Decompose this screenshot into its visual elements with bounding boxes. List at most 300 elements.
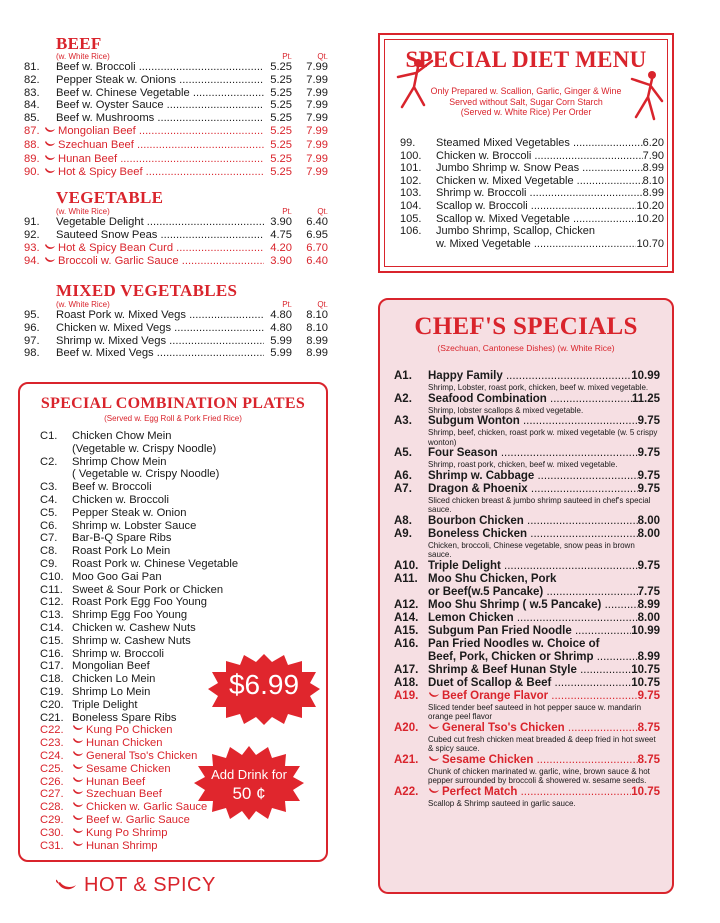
chef-item <box>394 625 660 638</box>
chili-icon <box>56 879 78 893</box>
combo-name: General Tso's Chicken <box>86 749 198 762</box>
chili-icon <box>72 788 84 801</box>
combo-number: C9. <box>40 557 58 570</box>
item-price-pint: 3.90 <box>270 255 292 268</box>
menu-item-row <box>24 166 328 180</box>
chef-name: Boneless Chicken ..... <box>428 528 638 541</box>
item-price-pint: 5.25 <box>270 124 292 137</box>
item-price-pint: 3.90 <box>270 216 292 228</box>
combo-name: ( Vegetable w. Crispy Noodle) <box>72 468 220 481</box>
combo-name: Chicken w. Broccoli <box>72 493 169 506</box>
chef-number: A15. <box>394 624 419 637</box>
combo-number: C14. <box>40 621 64 634</box>
chef-price: 10.99 <box>631 624 660 637</box>
item-price-quart: 7.99 <box>306 99 328 112</box>
chef-name: Beef Orange Flavor ..... <box>442 690 638 703</box>
combo-item <box>40 622 330 635</box>
chef-price: 11.25 <box>631 392 660 405</box>
item-price-pint: 5.25 <box>270 73 292 86</box>
menu-item-row <box>24 309 328 322</box>
combo-number: C27. <box>40 788 64 801</box>
chef-name: Duet of Scallop & Beef ..... <box>428 677 631 690</box>
chili-icon <box>44 140 56 153</box>
chef-item <box>394 612 660 625</box>
item-number: 87. <box>24 124 40 137</box>
combo-number: C13. <box>40 609 64 622</box>
chef-number: A22. <box>394 785 419 798</box>
chili-icon <box>72 776 84 789</box>
chef-price: 10.75 <box>631 785 660 798</box>
chef-subtitle: (Szechuan, Cantonese Dishes) (w. White Rice) <box>437 343 615 353</box>
combo-name: Roast Pork Egg Foo Young <box>72 596 207 609</box>
combo-number: C31. <box>40 839 64 852</box>
combo-item <box>40 468 330 481</box>
chef-title: CHEF'S SPECIALS <box>414 313 638 340</box>
combo-name: Chicken w. Garlic Sauce <box>86 801 208 814</box>
combo-number: C2. <box>40 455 58 468</box>
menu-item-row <box>24 347 328 360</box>
drink-burst <box>192 744 306 822</box>
chili-icon <box>72 750 84 763</box>
chef-number <box>394 586 428 599</box>
chef-item <box>394 447 660 460</box>
combo-number: C30. <box>40 826 64 839</box>
chef-description: Shrimp, lobster scallops & mixed vegetable. <box>428 405 584 415</box>
item-price-quart: 6.95 <box>306 228 328 241</box>
combo-name: Shrimp w. Cashew Nuts <box>72 634 191 647</box>
chef-price: 8.99 <box>637 650 660 663</box>
combo-name: Shrimp Egg Foo Young <box>72 609 188 622</box>
combo-item <box>40 596 330 609</box>
combo-number: C20. <box>40 698 64 711</box>
item-number: 90. <box>24 166 40 179</box>
chef-price: 9.75 <box>637 415 660 427</box>
chili-icon <box>428 786 440 799</box>
chili-icon <box>72 814 84 827</box>
mixed-list <box>24 309 328 360</box>
chef-number: A6. <box>394 469 412 482</box>
combo-item <box>40 545 330 558</box>
chef-description: Chicken, broccoli, Chinese vegetable, snow peas in brown sauce. <box>428 540 635 559</box>
chef-price: 8.75 <box>637 753 660 766</box>
item-name: Hunan Beef ..... <box>58 153 264 166</box>
item-name: Chicken w. Mixed Vegs ..... <box>56 322 264 335</box>
combo-item <box>40 558 330 571</box>
item-name: Vegetable Delight ..... <box>56 216 264 229</box>
chef-number: A3. <box>394 415 412 427</box>
item-name: Broccoli w. Garlic Sauce ..... <box>58 255 264 268</box>
menu-item-row <box>24 242 328 256</box>
item-price-quart: 7.99 <box>306 152 328 165</box>
combo-name: Kung Po Chicken <box>86 724 173 737</box>
chili-icon <box>72 840 84 853</box>
diet-number: 104. <box>400 199 422 212</box>
diet-box <box>378 33 674 273</box>
beef-section <box>24 34 328 180</box>
diet-number: 101. <box>400 162 422 175</box>
combo-item <box>40 520 330 533</box>
chili-icon <box>428 690 440 703</box>
item-name: Sauteed Snow Peas ..... <box>56 229 264 242</box>
item-name: Beef w. Chinese Vegetable ..... <box>56 87 264 100</box>
diet-subtitle-1: Only Prepared w. Scallion, Garlic, Ginger & Wine <box>430 86 622 96</box>
chef-item <box>394 599 660 612</box>
combo-item <box>40 840 330 853</box>
combo-price: $6.99 <box>228 669 300 700</box>
item-price-pint: 5.25 <box>270 166 292 179</box>
chef-item <box>394 722 660 735</box>
item-price-quart: 7.99 <box>306 112 328 125</box>
item-number: 82. <box>24 73 40 86</box>
combo-item <box>40 724 330 737</box>
chef-name: or Beef(w.5 Pancake) ..... <box>428 586 638 599</box>
chef-number: A8. <box>394 514 412 527</box>
combo-name: Kung Po Shrimp <box>86 826 168 839</box>
menu-item-row <box>24 216 328 229</box>
chef-name: Four Season ..... <box>428 447 638 460</box>
item-price-quart: 7.99 <box>306 86 328 99</box>
item-number: 89. <box>24 152 40 165</box>
combo-name: Szechuan Beef <box>86 788 162 801</box>
chef-item <box>394 560 660 573</box>
chef-list <box>394 370 660 808</box>
chili-icon <box>44 154 56 167</box>
diet-number: 102. <box>400 174 422 187</box>
combo-number: C28. <box>40 801 64 814</box>
chef-description: Cubed cut fresh chicken meat breaded & deep fried in hot sweet & spicy sauce. <box>428 734 656 753</box>
chef-price: 9.75 <box>637 482 660 495</box>
chili-icon <box>44 126 56 139</box>
item-name: Mongolian Beef ..... <box>58 125 264 138</box>
chef-name: Shrimp w. Cabbage ..... <box>428 470 638 483</box>
chef-item <box>394 515 660 528</box>
combo-item <box>40 571 330 584</box>
diet-number: 105. <box>400 212 422 225</box>
chef-price: 10.75 <box>631 663 660 676</box>
combo-number: C8. <box>40 545 58 558</box>
vegetable-subtitle: (w. White Rice) <box>56 207 110 216</box>
item-price-pint: 4.75 <box>270 228 292 241</box>
chef-item <box>394 370 660 383</box>
item-price-pint: 4.20 <box>270 241 292 254</box>
chef-price: 8.00 <box>637 611 660 624</box>
item-number: 96. <box>24 321 40 334</box>
menu-item-row <box>24 229 328 242</box>
chef-number: A7. <box>394 482 412 495</box>
diet-item <box>400 150 664 163</box>
item-name: Szechuan Beef ..... <box>58 139 264 152</box>
chef-item <box>394 786 660 799</box>
chef-description: Scallop & Shrimp sauteed in garlic sauce. <box>428 798 576 808</box>
chef-item <box>394 677 660 690</box>
combo-item <box>40 430 330 443</box>
chef-item <box>394 638 660 651</box>
chef-number: A5. <box>394 447 412 459</box>
combo-item <box>40 584 330 597</box>
combo-item <box>40 507 330 520</box>
item-price-pint: 5.25 <box>270 112 292 125</box>
combo-number: C23. <box>40 737 64 750</box>
diet-name: Shrimp w. Broccoli ..... <box>436 187 643 200</box>
combo-item <box>40 456 330 469</box>
item-price-quart: 8.99 <box>306 334 328 347</box>
item-price-quart: 7.99 <box>306 138 328 151</box>
combo-number: C11. <box>40 583 63 596</box>
chef-price: 8.99 <box>637 598 660 611</box>
combo-name: Shrimp Chow Mein <box>72 455 167 468</box>
item-number: 84. <box>24 99 40 112</box>
diet-price: 8.99 <box>642 187 664 200</box>
item-price-pint: 5.25 <box>270 138 292 151</box>
chef-price: 9.75 <box>637 689 660 702</box>
combo-item <box>40 635 330 648</box>
chef-item <box>394 470 660 483</box>
item-price-quart: 7.99 <box>306 61 328 73</box>
drink-offer-line1: Add Drink for <box>211 767 287 782</box>
diet-name: Chicken w. Mixed Vegetable ..... <box>436 175 643 188</box>
vegetable-title: VEGETABLE <box>56 188 164 207</box>
chef-price: 9.75 <box>637 447 660 459</box>
combo-number: C15. <box>40 634 64 647</box>
chef-price: 7.75 <box>637 585 660 598</box>
mixed-section <box>24 281 328 360</box>
item-number: 88. <box>24 138 40 151</box>
chili-icon <box>72 801 84 814</box>
item-price-quart: 8.99 <box>306 347 328 360</box>
chef-name: Shrimp & Beef Hunan Style ..... <box>428 664 631 677</box>
combo-number: C26. <box>40 775 64 788</box>
item-number: 95. <box>24 309 40 321</box>
combo-name: Bar-B-Q Spare Ribs <box>72 532 172 545</box>
combo-name: Roast Pork Lo Mein <box>72 545 171 558</box>
combo-number: C10. <box>40 570 64 583</box>
item-price-pint: 4.80 <box>270 309 292 321</box>
combo-name: Hunan Beef <box>86 775 146 788</box>
item-name: Hot & Spicy Bean Curd ..... <box>58 242 264 255</box>
chef-description: Sliced chicken breast & jumbo shrimp sauteed in chef's special sauce. <box>428 495 651 514</box>
diet-item <box>400 175 664 188</box>
combo-item <box>40 609 330 622</box>
chef-description: Shrimp, roast pork, chicken, beef w. mixed vegetable. <box>428 460 618 469</box>
chef-price: 10.75 <box>631 676 660 689</box>
chef-item <box>394 528 660 541</box>
combo-item <box>40 827 330 840</box>
vegetable-pt-header: Pt. <box>282 207 292 216</box>
chef-name: Moo Shu Chicken, Pork <box>428 572 557 585</box>
combo-name: Roast Pork w. Chinese Vegetable <box>72 557 239 570</box>
item-price-pint: 4.80 <box>270 321 292 334</box>
diet-list <box>400 137 664 250</box>
diet-name: Chicken w. Broccoli ..... <box>436 150 643 163</box>
chef-description: Shrimp, beef, chicken, roast pork w. mixed vegetable (w. 5 crispy wonton) <box>428 428 658 447</box>
combo-name: (Vegetable w. Crispy Noodle) <box>72 442 217 455</box>
combo-name: Shrimp w. Broccoli <box>72 647 165 660</box>
chili-icon <box>428 754 440 767</box>
drink-burst-shape <box>194 746 304 820</box>
chef-item <box>394 573 660 586</box>
chef-number: A14. <box>394 611 419 624</box>
combo-name: Mongolian Beef <box>72 660 150 673</box>
chef-name: Sesame Chicken ..... <box>442 754 638 767</box>
chef-name: Subgum Wonton ..... <box>428 415 638 428</box>
menu-item-row <box>24 139 328 153</box>
item-name: Roast Pork w. Mixed Vegs ..... <box>56 309 264 322</box>
diet-price: 10.70 <box>636 237 664 250</box>
diet-name: w. Mixed Vegetable ..... <box>436 238 636 251</box>
chef-number: A9. <box>394 527 412 540</box>
combo-number: C16. <box>40 647 64 660</box>
combo-name: Hunan Shrimp <box>86 839 158 852</box>
item-price-quart: 7.99 <box>306 73 328 86</box>
item-price-pint: 5.25 <box>270 86 292 99</box>
combo-item <box>40 532 330 545</box>
chef-item <box>394 664 660 677</box>
combo-number <box>40 468 72 481</box>
chef-price: 9.75 <box>637 469 660 482</box>
item-number: 94. <box>24 255 40 268</box>
combo-number: C17. <box>40 660 64 673</box>
chili-icon <box>72 763 84 776</box>
chef-number: A21. <box>394 753 419 766</box>
vegetable-section <box>24 188 328 269</box>
item-price-quart: 7.99 <box>306 166 328 179</box>
item-number: 91. <box>24 216 40 228</box>
diet-price: 6.20 <box>642 137 664 149</box>
item-number: 98. <box>24 347 40 360</box>
combo-number: C24. <box>40 749 64 762</box>
diet-item <box>400 225 664 238</box>
chef-price: 8.75 <box>637 721 660 734</box>
diet-number: 99. <box>400 137 416 149</box>
chef-price: 9.75 <box>637 559 660 572</box>
combo-name: Chicken Chow Mein <box>72 430 172 442</box>
item-number: 97. <box>24 334 40 347</box>
diet-name: Steamed Mixed Vegetables ..... <box>436 137 643 150</box>
combo-item <box>40 443 330 456</box>
beef-subtitle: (w. White Rice) <box>56 52 110 61</box>
chef-number: A11. <box>394 572 418 585</box>
chef-number: A19. <box>394 689 419 702</box>
chef-item <box>394 690 660 703</box>
menu-item-row <box>24 74 328 87</box>
item-price-pint: 5.99 <box>270 347 292 360</box>
vegetable-qt-header: Qt. <box>317 207 328 216</box>
chef-item <box>394 483 660 496</box>
chili-icon <box>72 737 84 750</box>
menu-item-row <box>24 125 328 139</box>
menu-item-row <box>24 255 328 269</box>
item-name: Hot & Spicy Beef ..... <box>58 166 264 179</box>
diet-number: 100. <box>400 149 422 162</box>
item-number: 92. <box>24 228 40 241</box>
drink-offer-line2: 50 ¢ <box>232 784 266 803</box>
chef-number: A12. <box>394 598 419 611</box>
item-name: Beef w. Mixed Vegs ..... <box>56 347 264 360</box>
chef-name: Moo Shu Shrimp ( w.5 Pancake) ..... <box>428 599 638 612</box>
item-price-pint: 5.25 <box>270 61 292 73</box>
menu-item-row <box>24 61 328 74</box>
diet-number <box>400 238 436 251</box>
chili-icon <box>44 256 56 269</box>
combo-number: C18. <box>40 673 64 686</box>
mixed-qt-header: Qt. <box>317 300 328 309</box>
diet-name: Scallop w. Mixed Vegetable ..... <box>436 213 636 226</box>
chili-icon <box>72 827 84 840</box>
combo-subtitle: (Served w. Egg Roll & Pork Fried Rice) <box>104 414 242 423</box>
combo-name: Beef w. Broccoli <box>72 481 152 494</box>
chef-item <box>394 586 660 599</box>
diet-subtitle-2: Served without Salt, Sugar Corn Starch <box>449 96 603 107</box>
diet-number: 106. <box>400 225 422 238</box>
chili-icon <box>44 167 56 180</box>
combo-name: Shrimp w. Lobster Sauce <box>72 519 197 532</box>
combo-number: C12. <box>40 596 64 609</box>
item-price-quart: 6.40 <box>306 216 328 228</box>
diet-price: 8.10 <box>642 174 664 187</box>
chef-name: General Tso's Chicken ..... <box>442 722 638 735</box>
item-name: Beef w. Broccoli ..... <box>56 61 264 74</box>
combo-name: Beef w. Garlic Sauce <box>86 813 190 826</box>
combo-name: Pepper Steak w. Onion <box>72 506 187 519</box>
combo-name: Moo Goo Gai Pan <box>72 570 162 583</box>
chef-description: Chunk of chicken marinated w. garlic, wine, brown sauce & hot pepper surrounded by broccoli & showered w. sesame seeds. <box>428 766 650 785</box>
chef-price: 8.00 <box>637 514 660 527</box>
combo-number: C4. <box>40 493 58 506</box>
chef-name: Pan Fried Noodles w. Choice of <box>428 637 600 650</box>
combo-number: C7. <box>40 532 58 545</box>
chili-icon <box>428 722 440 735</box>
diet-item <box>400 162 664 175</box>
chef-item <box>394 393 660 406</box>
menu-item-row <box>24 153 328 167</box>
chef-number: A20. <box>394 721 419 734</box>
combo-name: Sweet & Sour Pork or Chicken <box>72 583 224 596</box>
mixed-subtitle: (w. White Rice) <box>56 300 110 309</box>
item-number: 93. <box>24 241 40 254</box>
item-name: Pepper Steak w. Onions ..... <box>56 74 264 87</box>
combo-number: C6. <box>40 519 58 532</box>
beef-qt-header: Qt. <box>317 52 328 61</box>
chef-item <box>394 651 660 664</box>
diet-number: 103. <box>400 187 422 200</box>
item-price-quart: 7.99 <box>306 124 328 137</box>
menu-item-row <box>24 112 328 125</box>
combo-number: C1. <box>40 430 58 442</box>
chef-name: Subgum Pan Fried Noodle ..... <box>428 625 631 638</box>
item-price-quart: 6.40 <box>306 255 328 268</box>
diet-item <box>400 238 664 251</box>
diet-item <box>400 213 664 226</box>
combo-number <box>40 443 72 456</box>
combo-name: Chicken w. Cashew Nuts <box>72 621 196 634</box>
diet-subtitle-3: (Served w. White Rice) Per Order <box>460 107 592 117</box>
item-name: Beef w. Oyster Sauce ..... <box>56 99 264 112</box>
diet-item <box>400 200 664 213</box>
combo-title: SPECIAL COMBINATION PLATES <box>40 395 306 412</box>
combo-name: Shrimp Lo Mein <box>72 685 151 698</box>
menu-item-row <box>24 99 328 112</box>
diet-name: Jumbo Shrimp, Scallop, Chicken <box>436 225 595 238</box>
diet-price: 8.99 <box>642 162 664 175</box>
chef-number: A1. <box>394 370 412 382</box>
item-price-quart: 8.10 <box>306 321 328 334</box>
combo-name: Chicken Lo Mein <box>72 673 156 686</box>
combo-name: Boneless Spare Ribs <box>72 711 177 724</box>
chef-number: A2. <box>394 392 412 405</box>
combo-number: C19. <box>40 685 64 698</box>
chef-name: Seafood Combination ..... <box>428 393 632 406</box>
item-price-pint: 5.25 <box>270 152 292 165</box>
